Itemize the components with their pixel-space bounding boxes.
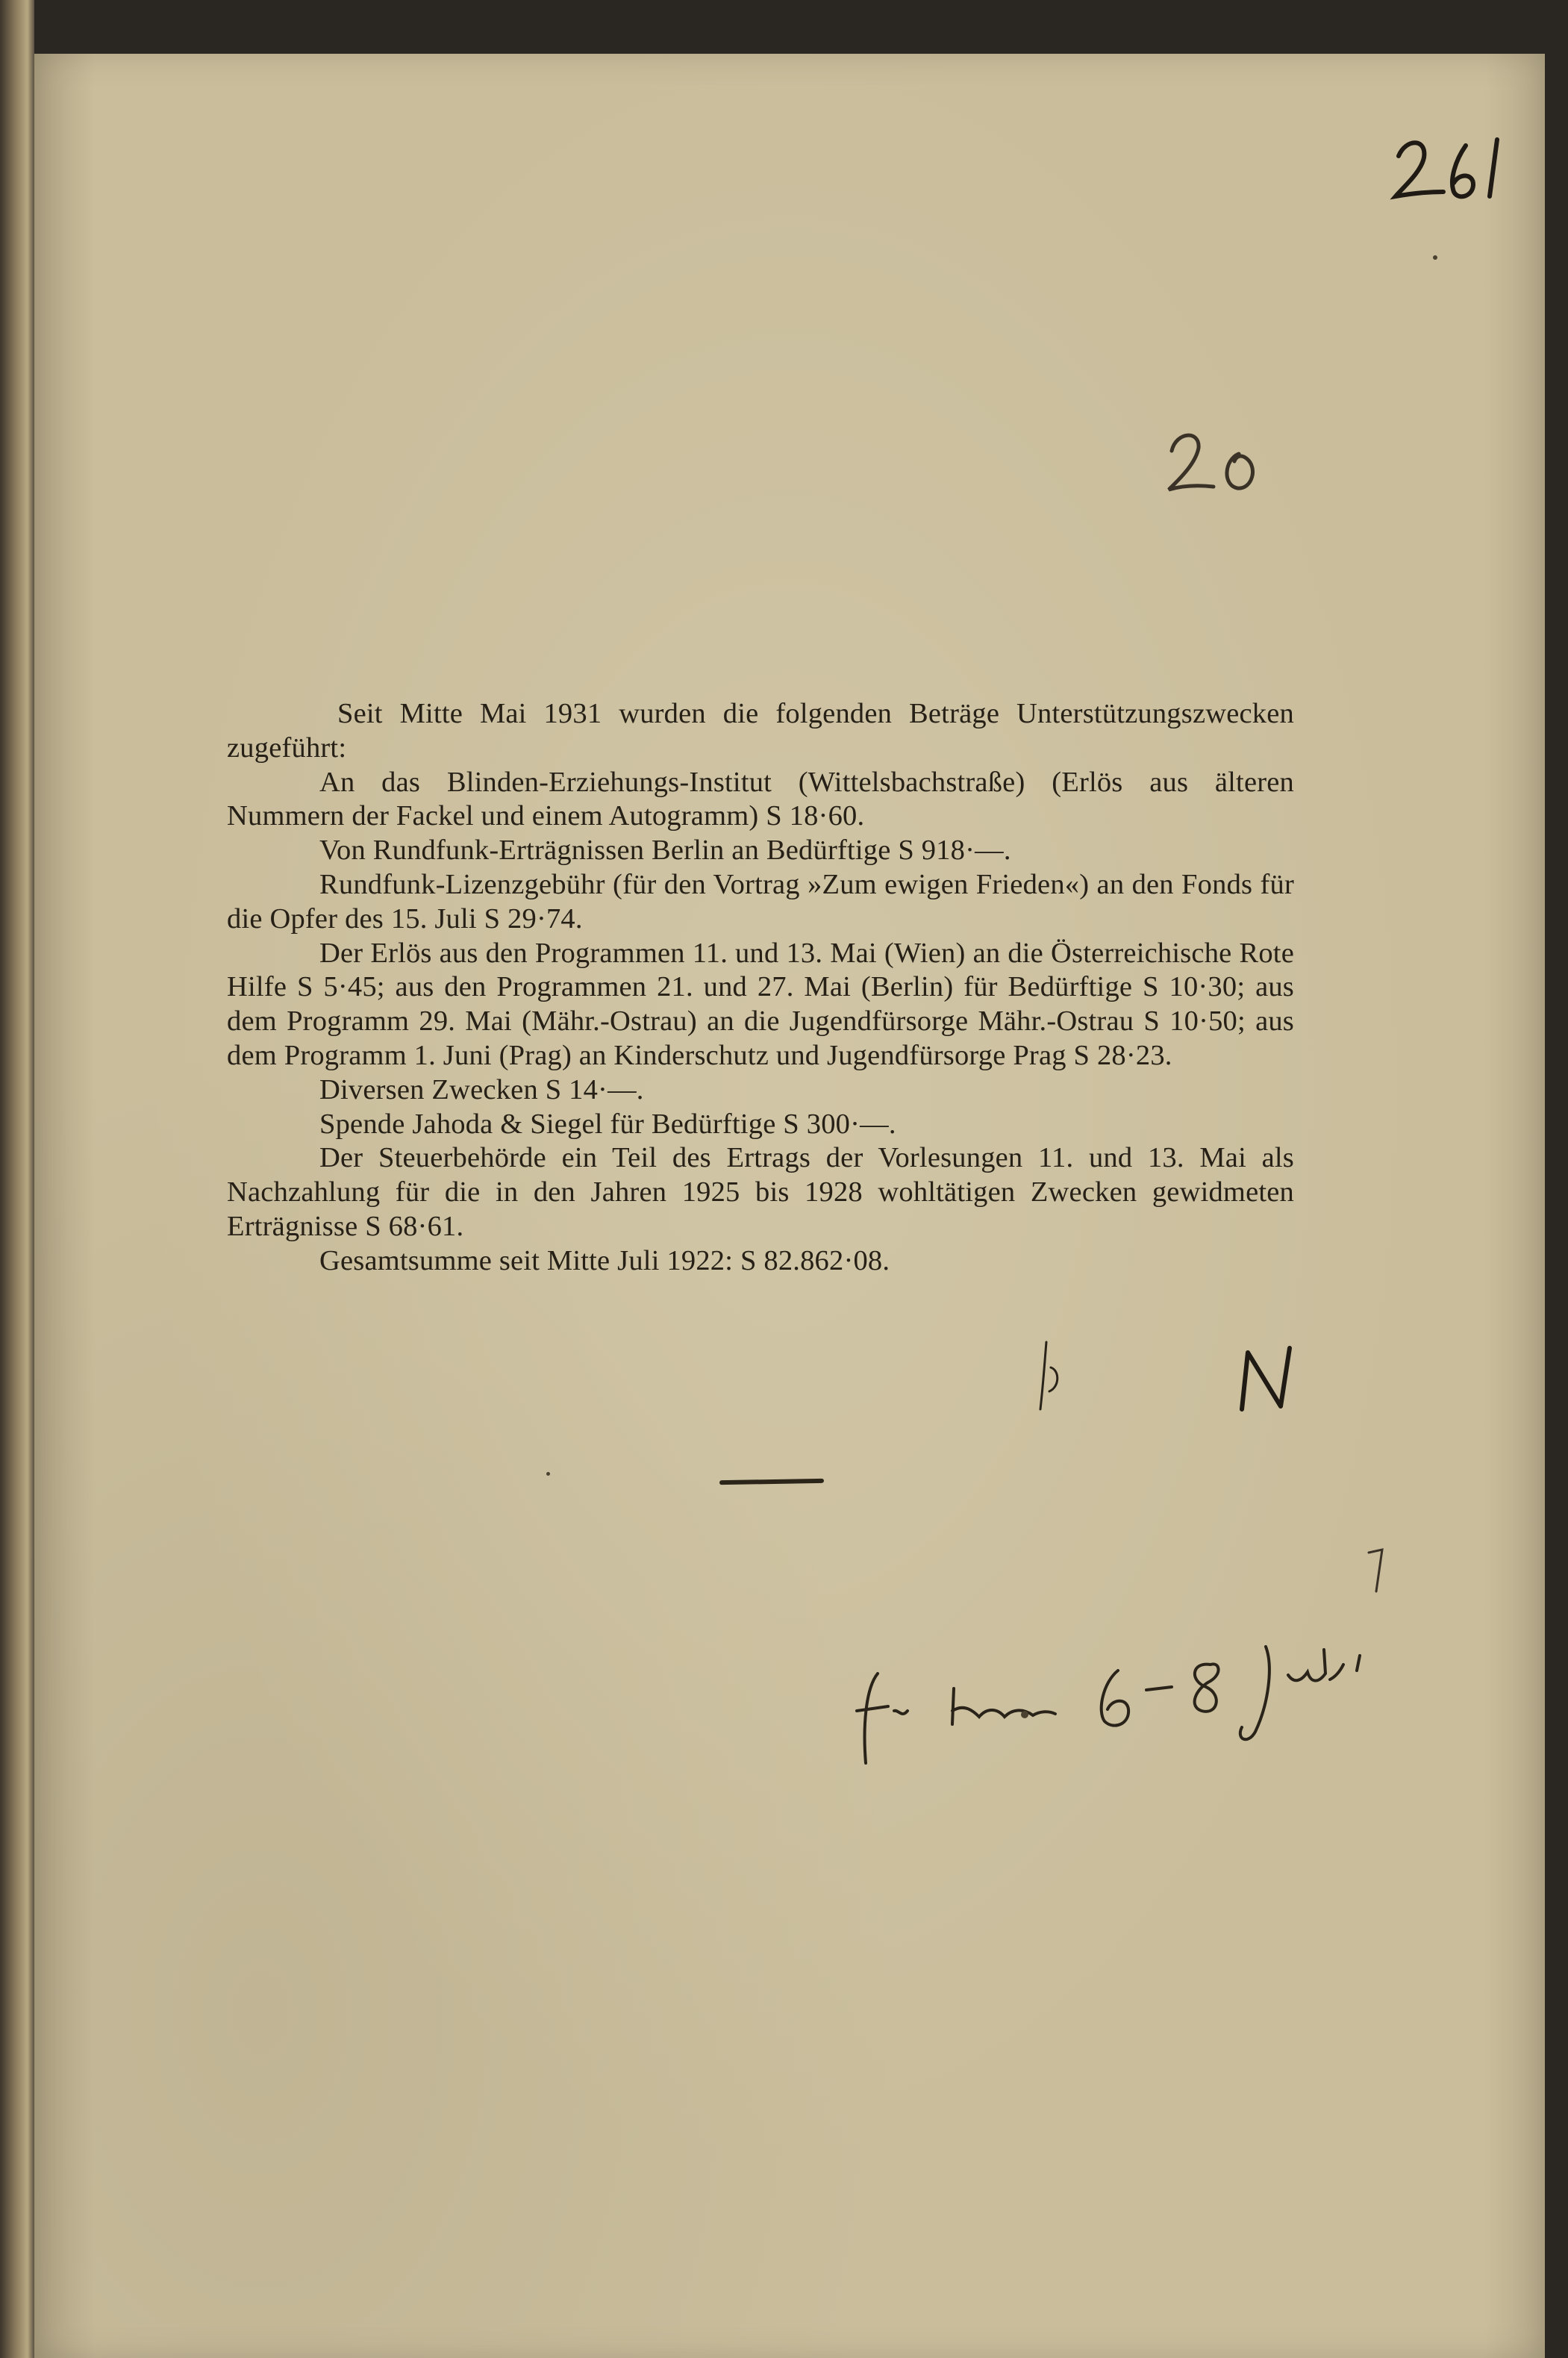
paper-speck	[1021, 1711, 1028, 1718]
initials-handwritten	[1225, 1338, 1308, 1420]
closing-rule	[719, 1479, 824, 1485]
binding-edge	[0, 0, 34, 2358]
document-page	[34, 54, 1545, 2358]
page-number-handwritten	[1385, 125, 1505, 207]
paper-speck	[1433, 255, 1437, 260]
ink-correction-mark	[1018, 1338, 1078, 1420]
paragraph-blinden-institut: An das Blinden-Erziehungs-Institut (Wittelsbachstraße) (Erlös aus älteren Nummern der Fackel und einem Autogramm) S 18·60.	[227, 766, 1294, 832]
paragraph-programme: Der Erlös aus den Programmen 11. und 13. Mai (Wien) an die Österreichische Rote Hilfe S 5·45; aus den Programmen 21. und 27. Mai (Berlin) für Bedürftige S 10·30; aus dem Programm 29. Mai (Mähr.-Ostrau) an die Jugendfürsorge Mähr.-Ostrau S 10·50; aus dem Programm 1. Juni (Prag) an Kinderschutz und Jugendfürsorge Prag S 28·23.	[227, 937, 1294, 1071]
paragraph-steuerbehoerde: Der Steuerbehörde ein Teil des Ertrags der Vorlesungen 11. und 13. Mai als Nachzahlung für die in den Jahren 1925 bis 1928 wohltätigen Zwecken gewidmeten Erträgnisse S 68·61.	[227, 1142, 1294, 1242]
margin-tick-mark	[1363, 1547, 1393, 1599]
paragraph-gesamtsumme: Gesamtsumme seit Mitte Juli 1922: S 82.862·08.	[319, 1244, 890, 1276]
paragraph-intro: Seit Mitte Mai 1931 wurden die folgenden Beträge Unterstützungszwecken zugeführt:	[227, 698, 1294, 764]
donation-report-text	[227, 697, 1294, 1279]
paragraph-lizenzgebuehr: Rundfunk-Lizenzgebühr (für den Vortrag »Zum ewigen Frieden«) an den Fonds für die Opfer des 15. Juli S 29·74.	[227, 868, 1294, 935]
paragraph-spende: Spende Jahoda & Siegel für Bedürftige S 300·—.	[319, 1108, 896, 1140]
paper-speck	[546, 1472, 550, 1476]
folio-mark-handwritten	[1161, 405, 1281, 502]
paragraph-rundfunk-berlin: Von Rundfunk-Erträgnissen Berlin an Bedürftige S 918·—.	[319, 835, 1011, 867]
pencil-note-handwritten	[840, 1599, 1408, 1793]
paragraph-diverse: Diversen Zwecken S 14·—.	[319, 1073, 644, 1105]
